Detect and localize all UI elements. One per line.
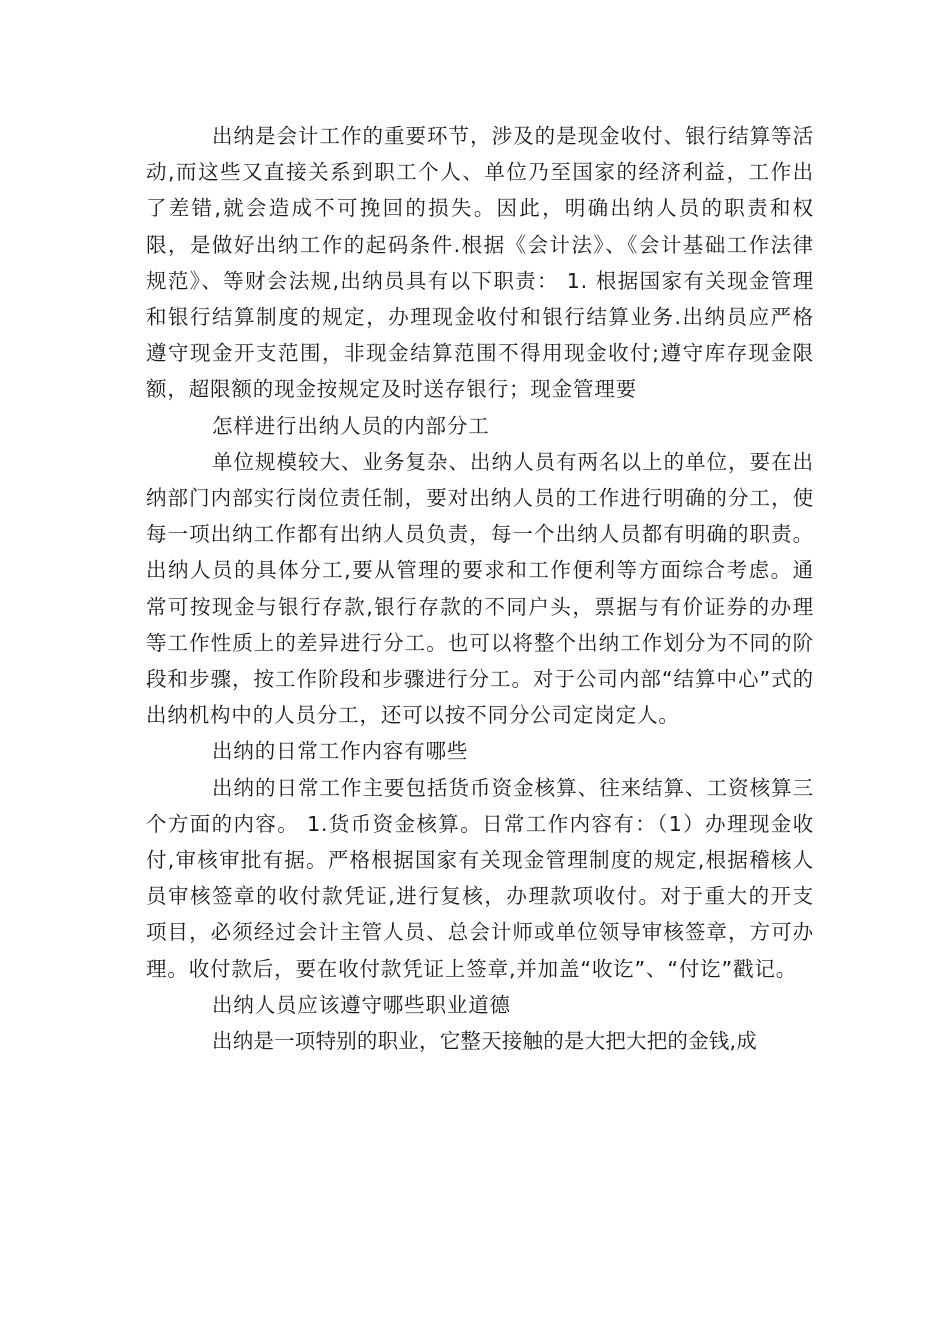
document-page: [146, 118, 814, 1059]
heading-daily-work: 出纳的日常工作内容有哪些: [212, 739, 469, 764]
heading-internal-division: 怎样进行出纳人员的内部分工: [212, 413, 490, 438]
paragraph-internal-division: 单位规模较大、业务复杂、出纳人员有两名以上的单位，要在出纳部门内部实行岗位责任制，要对出纳人员的工作进行明确的分工，使每一项出纳工作都有出纳人员负责，每一个出纳人员都有明确的职责。出纳人员的具体分工,要从管理的要求和工作便利等方面综合考虑。通常可按现金与银行存款,银行存款的不同户头，票据与有价证券的办理等工作性质上的差异进行分工。也可以将整个出纳工作划分为不同的阶段和步骤，按工作阶段和步骤进行分工。对于公司内部“结算中心”式的出纳机构中的人员分工，还可以按不同分公司定岗定人。: [146, 449, 814, 728]
paragraph-professional-ethics: 出纳是一项特别的职业，它整天接触的是大把大把的金钱,成: [212, 1029, 757, 1054]
paragraph-cashier-duties: 出纳是会计工作的重要环节，涉及的是现金收付、银行结算等活动,而这些又直接关系到职工个人、单位乃至国家的经济利益，工作出了差错,就会造成不可挽回的损失。因此，明确出纳人员的职责和权限，是做好出纳工作的起码条件.根据《会计法》、《会计基础工作法律规范》、等财会法规,出纳员具有以下职责： 1. 根据国家有关现金管理和银行结算制度的规定，办理现金收付和银行结算业务.出纳员应严格遵守现金开支范围，非现金结算范围不得用现金收付;遵守库存现金限额，超限额的现金按规定及时送存银行；现金管理要: [146, 124, 814, 402]
paragraph-daily-work: 出纳的日常工作主要包括货币资金核算、往来结算、工资核算三个方面的内容。 1.货币资金核算。日常工作内容有：（1）办理现金收付,审核审批有据。严格根据国家有关现金管理制度的规定,根据稽核人员审核签章的收付款凭证,进行复核，办理款项收付。对于重大的开支项目，必须经过会计主管人员、总会计师或单位领导审核签章，方可办理。收付款后，要在收付款凭证上签章,并加盖“收讫”、“付讫”戳记。: [146, 775, 814, 981]
heading-professional-ethics: 出纳人员应该遵守哪些职业道德: [212, 992, 511, 1017]
